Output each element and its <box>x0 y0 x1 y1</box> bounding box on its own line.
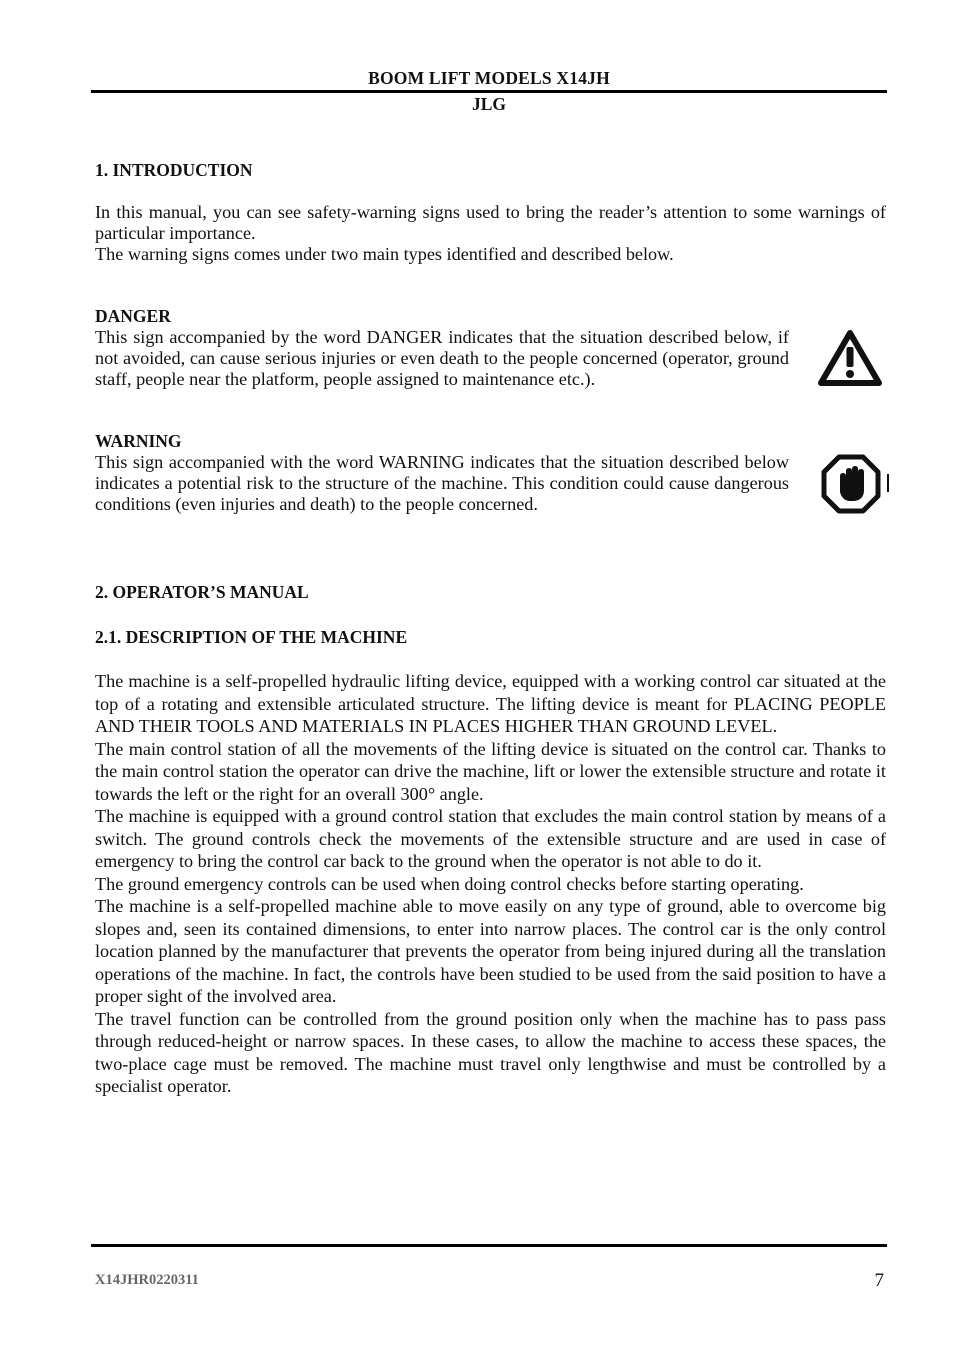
intro-paragraph <box>95 202 886 265</box>
danger-title: DANGER <box>95 306 171 326</box>
intro-line-1: In this manual, you can see safety-warning signs used to bring the reader’s attention to some warnings of particular importance. <box>95 202 886 243</box>
page-number: 7 <box>874 1270 884 1291</box>
warning-title: WARNING <box>95 431 182 451</box>
brand-name: JLG <box>471 94 507 114</box>
description-paragraph-3: The machine is equipped with a ground control station that excludes the main control station by means of a switch. The ground controls check the movements of the extensible structure and are used in case of emergency to bring the control car back to the ground when the operator is not able to do it. <box>95 806 886 871</box>
description-paragraph-2: The main control station of all the movements of the lifting device is situated on the control car. Thanks to the main control station the operator can drive the machine, lift or lower the extensible structure and rotate it towards the left or the right for an overall 300° angle. <box>95 738 886 804</box>
description-paragraph-5: The machine is a self-propelled machine able to move easily on any type of ground, able to overcome big slopes and, seen its contained dimensions, to enter into narrow places. The control car is the only control location planned by the manufacturer that prevents the operator from being injured during all the translation operations of the machine. In fact, the controls have been studied to be used from the said position to have a proper sight of the involved area. <box>95 896 886 1006</box>
description-paragraph-4: The ground emergency controls can be used when doing control checks before starting operating. <box>95 873 804 894</box>
document-code: X14JHR0220311 <box>95 1272 199 1288</box>
document-title: BOOM LIFT MODELS X14JH <box>368 68 610 88</box>
section-heading-introduction: 1. INTRODUCTION <box>95 160 253 180</box>
intro-line-2: The warning signs comes under two main types identified and described below. <box>95 244 674 264</box>
header-divider <box>91 90 887 93</box>
machine-description-body <box>95 670 886 1098</box>
subsection-heading-machine-description: 2.1. DESCRIPTION OF THE MACHINE <box>95 627 408 647</box>
description-paragraph-1: The machine is a self-propelled hydraulic lifting device, equipped with a working control car situated at the top of a rotating and extensible articulated structure. The lifting device is meant for PLACING PEOPLE AND THEIR TOOLS AND MATERIALS IN PLACES HIGHER THAN GROUND LEVEL. <box>95 671 886 736</box>
warning-description: This sign accompanied with the word WARNING indicates that the situation described below indicates a potential risk to the structure of the machine. This condition could cause dangerous conditions (even injuries and death) to the people concerned. <box>95 452 789 514</box>
description-paragraph-6: The travel function can be controlled from the ground position only when the machine has to pass pass through reduced-height or narrow spaces. In these cases, to allow the machine to access these spaces, the two-place cage must be removed. The machine must travel only lengthwise and must be controlled by a specialist operator. <box>95 1008 886 1096</box>
section-heading-operators-manual: 2. OPERATOR’S MANUAL <box>95 582 309 602</box>
warning-triangle-icon <box>818 330 882 386</box>
danger-description: This sign accompanied by the word DANGER indicates that the situation described below, if not avoided, can cause serious injuries or even death to the people concerned (operator, ground staff, people near the platform, people assigned to maintenance etc.). <box>95 327 789 389</box>
footer-divider <box>91 1244 887 1247</box>
stop-hand-icon <box>821 454 891 516</box>
